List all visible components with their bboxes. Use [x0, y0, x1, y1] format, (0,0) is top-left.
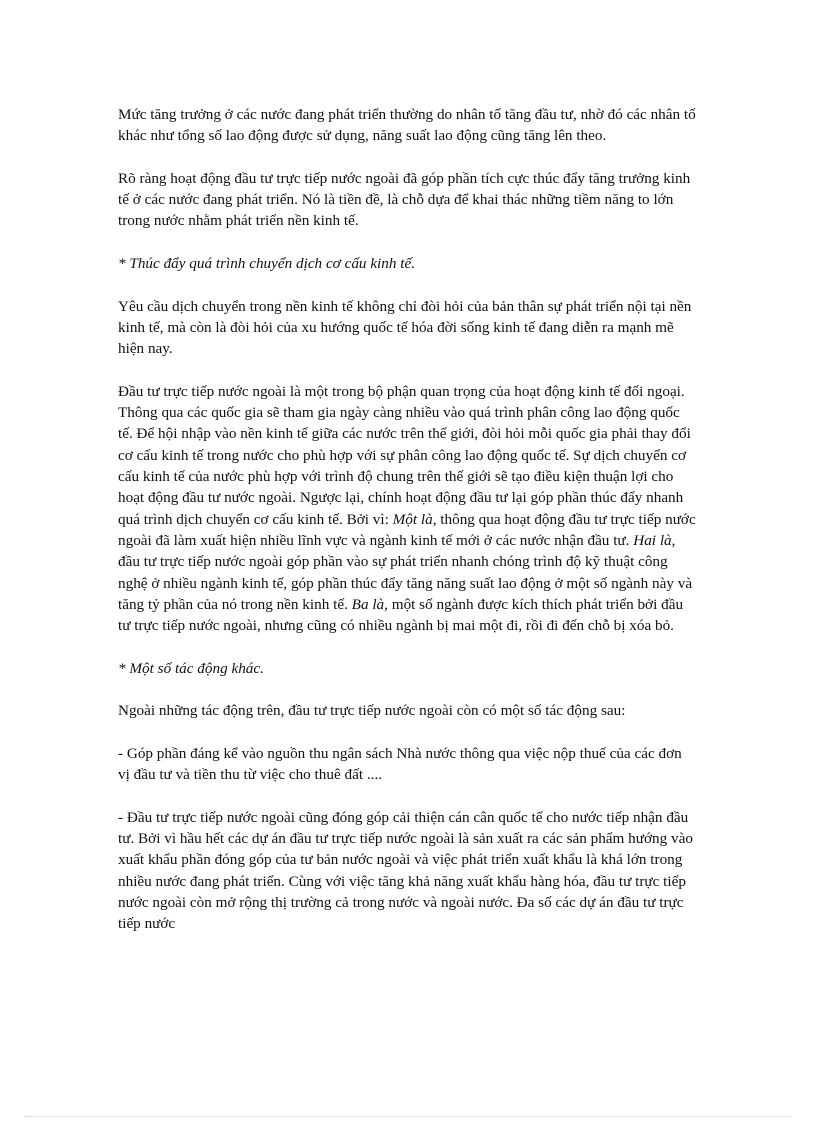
paragraph-shift-requirement: Yêu cầu dịch chuyển trong nền kinh tế không chỉ đòi hỏi của bản thân sự phát triển nội tại nền kinh tế, mà còn là đòi hỏi của xu hướng quốc tế hóa đời sống kinh tế đang diễn ra mạnh mẽ hiện nay. — [118, 297, 692, 358]
text-run: một số ngành được kích thích phát triển bởi đầu tư trực tiếp nước ngoài, nhưng cũng có nhiều ngành bị mai một đi, rồi đi đến chỗ bị xóa bỏ. — [118, 595, 684, 635]
section-heading-structural-shift: * Thúc đẩy quá trình chuyển dịch cơ cấu kinh tế. — [118, 255, 416, 273]
emphasis-third: Ba là, — [351, 595, 388, 613]
paragraph-other-intro: Ngoài những tác động trên, đầu tư trực tiếp nước ngoài còn có một số tác động sau: — [118, 702, 626, 720]
paragraph-balance: - Đầu tư trực tiếp nước ngoài cũng đóng góp cải thiện cán cân quốc tế cho nước tiếp nhận đầu tư. Bởi vì hầu hết các dự án đầu tư trực tiếp nước ngoài là sản xuất ra các sản phẩm hướng vào xuất khẩu phần đóng góp của tư bản nước ngoài và việc phát triển xuất khẩu là khá lớn trong nhiều nước đang phát triển. Cùng với việc tăng khả năng xuất khẩu hàng hóa, đầu tư trực tiếp nước ngoài còn mở rộng thị trường cả trong nước và ngoài nước. Đa số các dự án đầu tư trực tiếp nước — [118, 808, 693, 933]
paragraph-budget: - Góp phần đáng kể vào nguồn thu ngân sách Nhà nước thông qua việc nộp thuế của các đơn vị đầu tư và tiền thu từ việc cho thuê đất .... — [118, 744, 682, 784]
text-run: , thông qua hoạt động đầu tư trực tiếp nước ngoài đã làm xuất hiện nhiều lĩnh vực và ngành kinh tế mới ở các nước nhận đầu tư. — [118, 510, 696, 549]
text-run: Đầu tư trực tiếp nước ngoài là một trong bộ phận quan trọng của hoạt động kinh tế đối ngoại. Thông qua các quốc gia sẽ tham gia ngày càng nhiều vào quá trình phân công lao động quốc tế. Để hội nhập vào nền kinh tế giữa các nước trên thế giới, đòi hỏi mỗi quốc gia phải thay đổi cơ cấu kinh tế trong nước cho phù hợp với sự phân công lao động quốc tế. Sự dịch chuyển cơ cấu kinh tế của nước phù hợp với trình độ chung trên thế giới sẽ tạo điều kiện thuận lợi cho hoạt động đầu tư nước ngoài. Ngược lại, chính hoạt động đầu tư lại góp phần thúc đẩy nhanh quá trình dịch chuyển cơ cấu kinh tế. Bởi vì: — [118, 382, 691, 528]
text-run: , đầu tư trực tiếp nước ngoài góp phần vào sự phát triển nhanh chóng trình độ kỹ thuật công nghệ ở nhiều ngành kinh tế, góp phần thúc đẩy tăng năng suất lao động ở một số ngành này và tăng tỷ phần của nó trong nền kinh tế. — [118, 531, 693, 613]
document-page — [118, 104, 696, 956]
emphasis-first: Một là — [392, 510, 433, 528]
page-bottom-divider — [24, 1116, 792, 1117]
paragraph-fdi-role: Rõ ràng hoạt động đầu tư trực tiếp nước ngoài đã góp phần tích cực thúc đẩy tăng trưởng kinh tế ở các nước đang phát triển. Nó là tiền đề, là chỗ dựa để khai thác những tiềm năng to lớn trong nước nhằm phát triển nền kinh tế. — [118, 169, 691, 230]
section-heading-other-impacts: * Một số tác động khác. — [118, 659, 264, 677]
paragraph-fdi-structure — [118, 381, 696, 637]
paragraph-growth: Mức tăng trưởng ở các nước đang phát triển thường do nhân tố tăng đầu tư, nhờ đó các nhân tố khác như tổng số lao động được sử dụng, năng suất lao động cũng tăng lên theo. — [118, 106, 696, 145]
emphasis-second: Hai là — [633, 531, 672, 549]
